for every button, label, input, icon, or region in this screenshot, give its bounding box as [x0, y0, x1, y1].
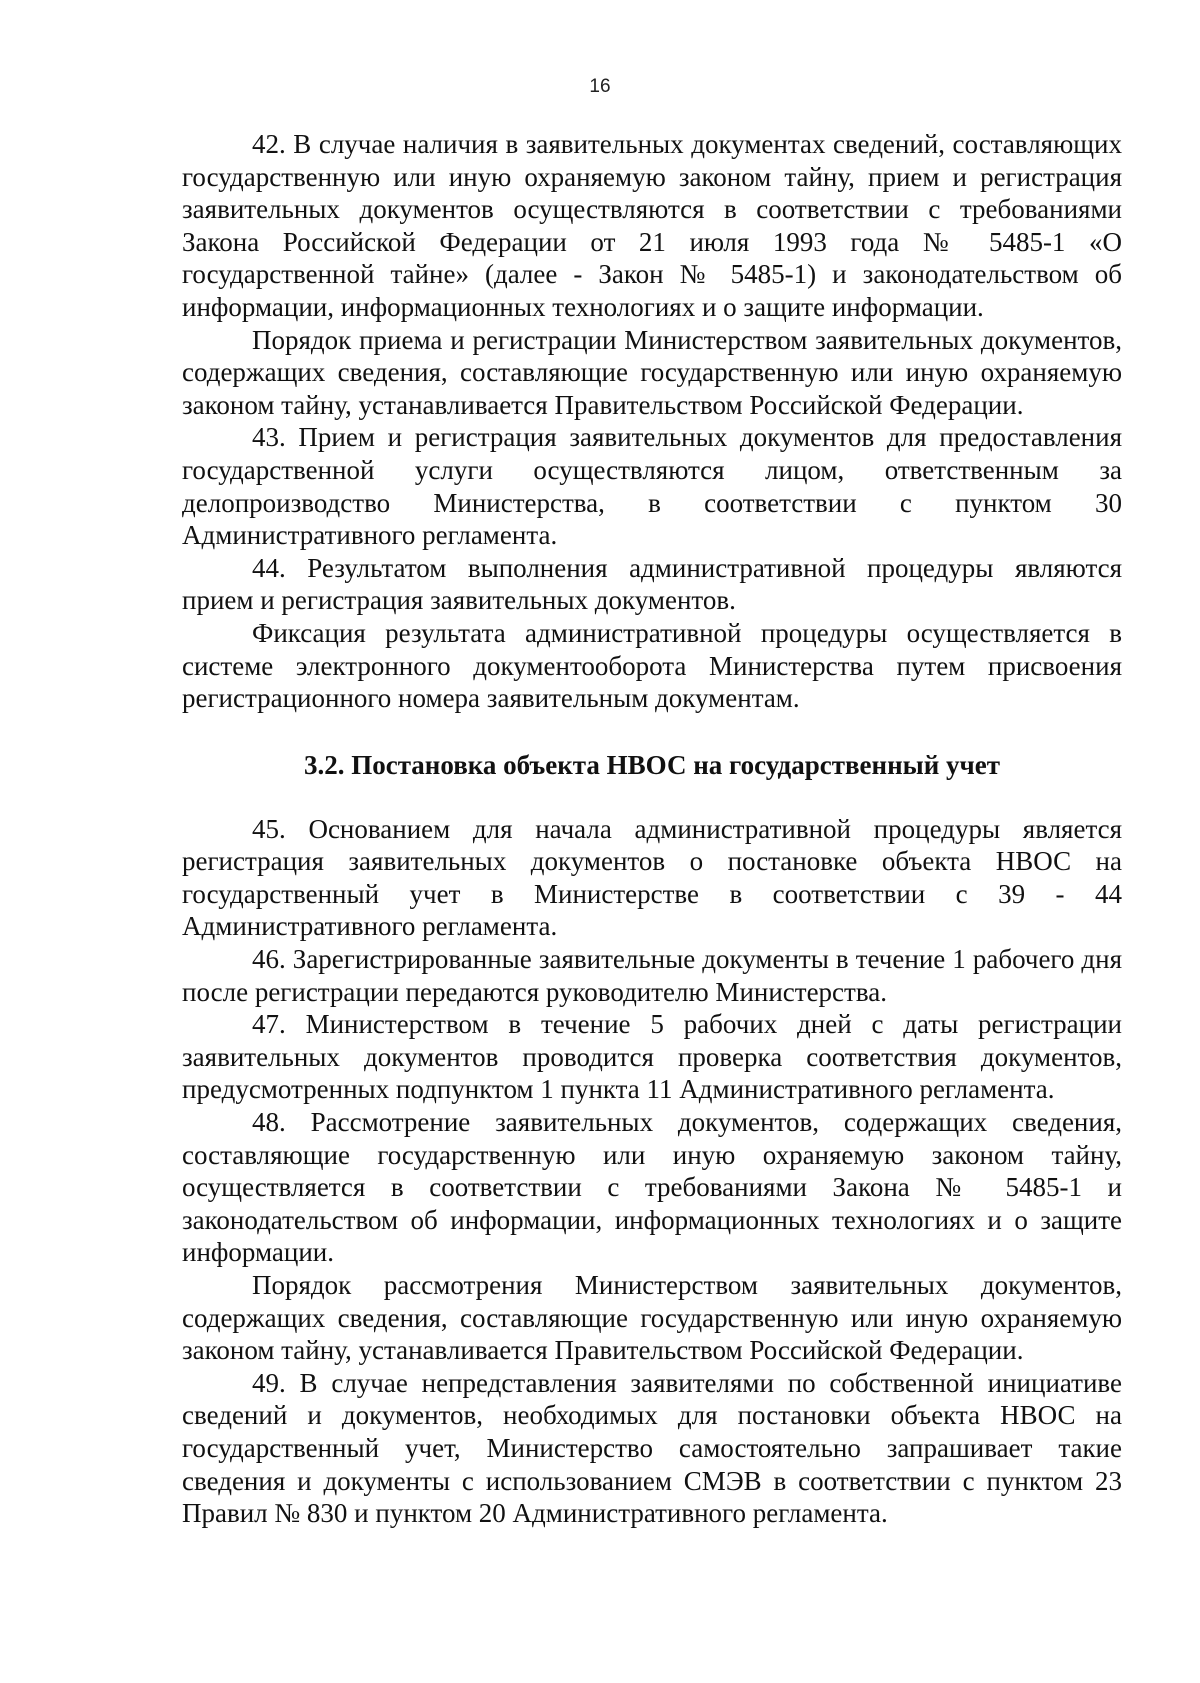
- paragraph-49: 49. В случае непредставления заявителями по собственной инициативе сведений и документов, необходимых для постановки объекта НВОС на государственный учет, Министерство самостоятельно запрашивает такие сведения и документы с использованием СМЭВ в соответствии с пунктом 23 Правил № 830 и пунктом 20 Административного регламента.: [182, 1367, 1122, 1529]
- section-heading: 3.2. Постановка объекта НВОС на государственный учет: [303, 749, 1000, 780]
- paragraph-42-procedure: Порядок приема и регистрации Министерством заявительных документов, содержащих сведения, составляющие государственную или иную охраняемую законом тайну, устанавливается Правительством Российской Федерации.: [182, 324, 1122, 420]
- paragraph-46: 46. Зарегистрированные заявительные документы в течение 1 рабочего дня после регистрации передаются руководителю Министерства.: [182, 944, 1122, 1007]
- paragraph-48: 48. Рассмотрение заявительных документов, содержащих сведения, составляющие государственную или иную охраняемую законом тайну, осуществляется в соответствии с требованиями Закона № 5485-1 и законодательством об информации, информационных технологиях и о защите информации.: [182, 1107, 1122, 1268]
- paragraph-44-fixation: Фиксация результата административной процедуры осуществляется в системе электронного документооборота Министерства путем присвоения регистрационного номера заявительным документам.: [182, 617, 1122, 714]
- document-body: [182, 128, 1122, 1530]
- paragraph-48-procedure: Порядок рассмотрения Министерством заявительных документов, содержащих сведения, составляющие государственную или иную охраняемую законом тайну, устанавливается Правительством Российской Федерации.: [182, 1270, 1122, 1366]
- paragraph-45: 45. Основанием для начала административной процедуры является регистрация заявительных документов о постановке объекта НВОС на государственный учет в Министерстве в соответствии с 39 - 44 Административного регламента.: [182, 813, 1122, 942]
- paragraph-43: 43. Прием и регистрация заявительных документов для предоставления государственной услуги осуществляются лицом, ответственным за делопроизводство Министерства, в соответствии с пунктом 30 Административного регламента.: [182, 422, 1122, 551]
- paragraph-44: 44. Результатом выполнения административной процедуры являются прием и регистрация заявительных документов.: [182, 552, 1122, 616]
- paragraph-47: 47. Министерством в течение 5 рабочих дней с даты регистрации заявительных документов проводится проверка соответствия документов, предусмотренных подпунктом 1 пункта 11 Административного регламента.: [182, 1009, 1122, 1105]
- page-number: 16: [589, 76, 611, 97]
- paragraph-42: 42. В случае наличия в заявительных документах сведений, составляющих государственную или иную охраняемую законом тайну, прием и регистрация заявительных документов осуществляются в соответствии с требованиями Закона Российской Федерации от 21 июля 1993 года № 5485-1 «О государственной тайне» (далее - Закон № 5485-1) и законодательством об информации, информационных технологиях и о защите информации.: [182, 129, 1122, 322]
